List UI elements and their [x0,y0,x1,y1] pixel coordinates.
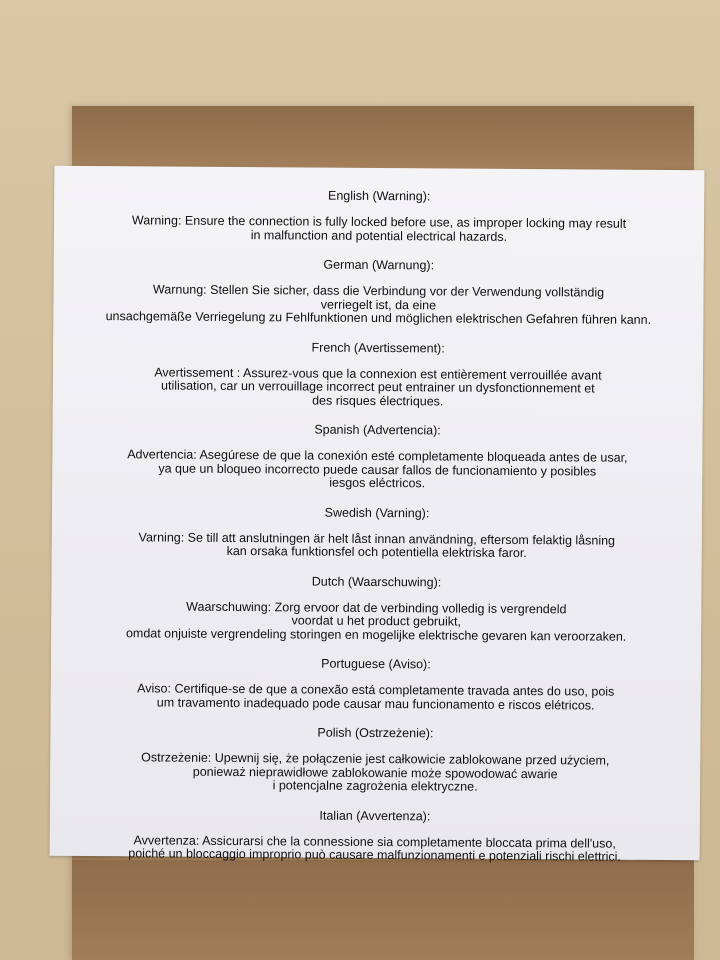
section-text: Advertencia: Asegúrese de que la conexión esté completamente bloqueada antes de usar, ya que un bloqueo incorrecto puede causar fallos de funcionamiento y posibles iesgos eléctricos. [127,447,628,491]
warning-label [50,166,705,864]
section-text: Warnung: Stellen Sie sicher, dass die Verbindung vor der Verwendung vollständig verriegelt ist, da eine unsachgemäße Verriegelung zu Fehlfunktionen und möglichen elektrischen Gefahren führen kann. [105,282,652,327]
section-heading: French (Avertissement): [311,340,445,355]
section-text: Warning: Ensure the connection is fully locked before use, as improper locking may result in malfunction and potential electrical hazards. [131,213,627,244]
section-heading: Polish (Ostrzeżenie): [317,725,434,741]
section-text: Aviso: Certifique-se de que a conexão está completamente travada antes do uso, pois um travamento inadequado pode causar mau funcionamento e riscos elétricos. [137,681,615,713]
box-top-flap [72,106,694,166]
section-heading: Italian (Avvertenza): [319,808,431,823]
section-text: Ostrzeżenie: Upewnij się, że połączenie jest całkowicie zablokowane przed użyciem, ponieważ nieprawidłowe zablokowanie może spowodować awarie i potencjalne zagrożenia elektryczne. [141,750,610,794]
section-text: Avvertenza: Assicurarsi che la connessione sia completamente bloccata prima dell'uso, poiché un bloccaggio improprio può causare malfunzionamenti e potenziali rischi elettrici. [128,832,621,864]
section-french [73,337,683,410]
section-text: Avertissement : Assurez-vous que la connexion est entièrement verrouillée avant utilisation, car un verrouillage incorrect peut entrainer un dysfonctionnement et des risques électriques. [154,364,602,408]
section-portuguese [71,654,681,713]
section-text: Waarschuwing: Zorg ervoor dat de verbinding volledig is vergrendeld voordat u het product gebruikt, omdat onjuiste vergrendeling storingen en mogelijke elektrische gevaren kan veroorzaken. [125,599,627,644]
section-heading: Dutch (Waarschuwing): [311,574,442,589]
section-polish [70,723,680,796]
section-dutch [71,571,681,644]
section-heading: Swedish (Varning): [324,505,430,520]
section-heading: Portuguese (Aviso): [321,656,431,672]
section-heading: German (Warnung): [323,257,435,273]
section-english [74,186,684,245]
section-spanish [72,420,682,493]
section-heading: English (Warning): [327,188,431,204]
section-heading: Spanish (Advertencia): [314,422,441,438]
section-german [73,255,683,328]
section-text: Varning: Se till att anslutningen är helt låst innan användning, eftersom felaktig låsning kan orsaka funktionsfel och potentiella elektriska faror. [138,529,616,561]
box-lower-panel [72,860,694,960]
section-italian [70,805,680,864]
section-swedish [72,502,682,561]
